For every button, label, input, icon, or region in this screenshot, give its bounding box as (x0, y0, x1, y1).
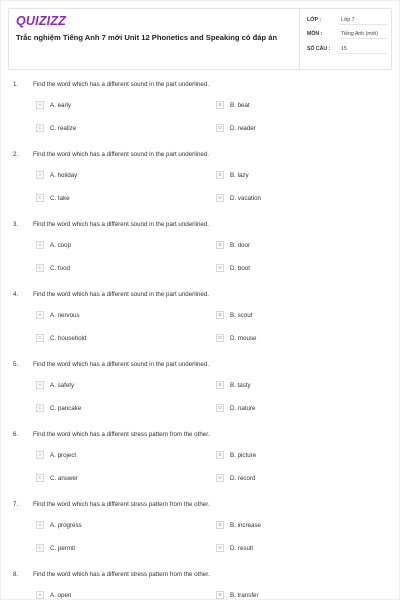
option-label: A. early (50, 102, 71, 109)
question-text: Find the word which has a different stress pattern from the other. (33, 501, 210, 508)
question-number: 1. (13, 81, 19, 88)
question-item (0, 361, 400, 431)
header-divider (299, 9, 300, 69)
option-checkbox[interactable]: B (216, 591, 224, 599)
question-number: 2. (13, 151, 19, 158)
question-item (0, 571, 400, 600)
question-item (0, 431, 400, 501)
option-checkbox[interactable]: D (216, 334, 224, 342)
option-checkbox[interactable]: D (216, 124, 224, 132)
meta-subject-value: Tiếng Anh (mới) (341, 31, 378, 37)
option-checkbox[interactable]: C (36, 404, 44, 412)
quizizz-logo: QUIZIZZ (16, 14, 67, 28)
option-label: B. increase (230, 522, 261, 529)
option-checkbox[interactable]: C (36, 124, 44, 132)
option-checkbox[interactable]: B (216, 171, 224, 179)
option-checkbox[interactable]: D (216, 404, 224, 412)
meta-class-key: LỚP : (307, 17, 322, 23)
option-label: A. coop (50, 242, 71, 249)
option-label: D. boot (230, 265, 250, 272)
question-item (0, 501, 400, 571)
option-checkbox[interactable]: A (36, 171, 44, 179)
question-text: Find the word which has a different sound in the part underlined. (33, 81, 209, 88)
option-label: C. food (50, 265, 70, 272)
meta-subject-key: MÔN : (307, 31, 323, 37)
option-checkbox[interactable]: B (216, 101, 224, 109)
option-checkbox[interactable]: D (216, 544, 224, 552)
worksheet-header (8, 8, 392, 70)
option-label: D. vacation (230, 195, 261, 202)
question-number: 8. (13, 571, 19, 578)
question-item (0, 81, 400, 151)
option-checkbox[interactable]: B (216, 241, 224, 249)
question-number: 5. (13, 361, 19, 368)
question-number: 6. (13, 431, 19, 438)
worksheet-title: Trắc nghiệm Tiếng Anh 7 mới Unit 12 Phonetics and Speaking có đáp án (16, 33, 278, 42)
question-text: Find the word which has a different sound in the part underlined. (33, 361, 209, 368)
option-label: C. pancake (50, 405, 82, 412)
option-checkbox[interactable]: A (36, 591, 44, 599)
option-label: A. project (50, 452, 77, 459)
option-checkbox[interactable]: C (36, 544, 44, 552)
option-checkbox[interactable]: B (216, 451, 224, 459)
option-label: D. nature (230, 405, 256, 412)
question-text: Find the word which has a different stress pattern from the other. (33, 571, 210, 578)
option-checkbox[interactable]: D (216, 474, 224, 482)
option-label: A. safety (50, 382, 75, 389)
option-label: C. permit (50, 545, 76, 552)
option-label: B. scout (230, 312, 253, 319)
option-checkbox[interactable]: B (216, 381, 224, 389)
option-label: B. transfer (230, 592, 259, 599)
option-label: D. mouse (230, 335, 257, 342)
question-number: 4. (13, 291, 19, 298)
option-checkbox[interactable]: A (36, 381, 44, 389)
meta-count-key: SỐ CÂU : (307, 46, 331, 52)
option-checkbox[interactable]: A (36, 521, 44, 529)
option-checkbox[interactable]: C (36, 194, 44, 202)
option-checkbox[interactable]: C (36, 264, 44, 272)
option-label: B. picture (230, 452, 257, 459)
option-label: D. record (230, 475, 256, 482)
question-item (0, 151, 400, 221)
question-text: Find the word which has a different sound in the part underlined. (33, 221, 209, 228)
question-number: 7. (13, 501, 19, 508)
question-item (0, 291, 400, 361)
option-label: B. lazy (230, 172, 249, 179)
option-checkbox[interactable]: B (216, 521, 224, 529)
option-checkbox[interactable]: A (36, 101, 44, 109)
option-label: B. beat (230, 102, 250, 109)
option-checkbox[interactable]: D (216, 264, 224, 272)
meta-class-value: Lớp 7 (341, 17, 355, 23)
question-item (0, 221, 400, 291)
question-text: Find the word which has a different sound in the part underlined. (33, 291, 209, 298)
option-checkbox[interactable]: A (36, 241, 44, 249)
meta-count-value: 15 (341, 46, 347, 52)
option-checkbox[interactable]: C (36, 474, 44, 482)
option-checkbox[interactable]: D (216, 194, 224, 202)
option-label: C. take (50, 195, 70, 202)
option-label: D. reader (230, 125, 256, 132)
option-checkbox[interactable]: B (216, 311, 224, 319)
option-checkbox[interactable]: A (36, 451, 44, 459)
option-label: A. open (50, 592, 72, 599)
option-label: B. tasty (230, 382, 251, 389)
option-checkbox[interactable]: C (36, 334, 44, 342)
option-label: A. nervous (50, 312, 80, 319)
option-label: C. answer (50, 475, 78, 482)
option-label: A. holiday (50, 172, 78, 179)
option-label: C. realize (50, 125, 77, 132)
option-label: B. door (230, 242, 250, 249)
option-label: A. progress (50, 522, 82, 529)
option-checkbox[interactable]: A (36, 311, 44, 319)
option-label: C. household (50, 335, 87, 342)
question-number: 3. (13, 221, 19, 228)
question-text: Find the word which has a different sound in the part underlined. (33, 151, 209, 158)
option-label: D. result (230, 545, 254, 552)
question-text: Find the word which has a different stress pattern from the other. (33, 431, 210, 438)
